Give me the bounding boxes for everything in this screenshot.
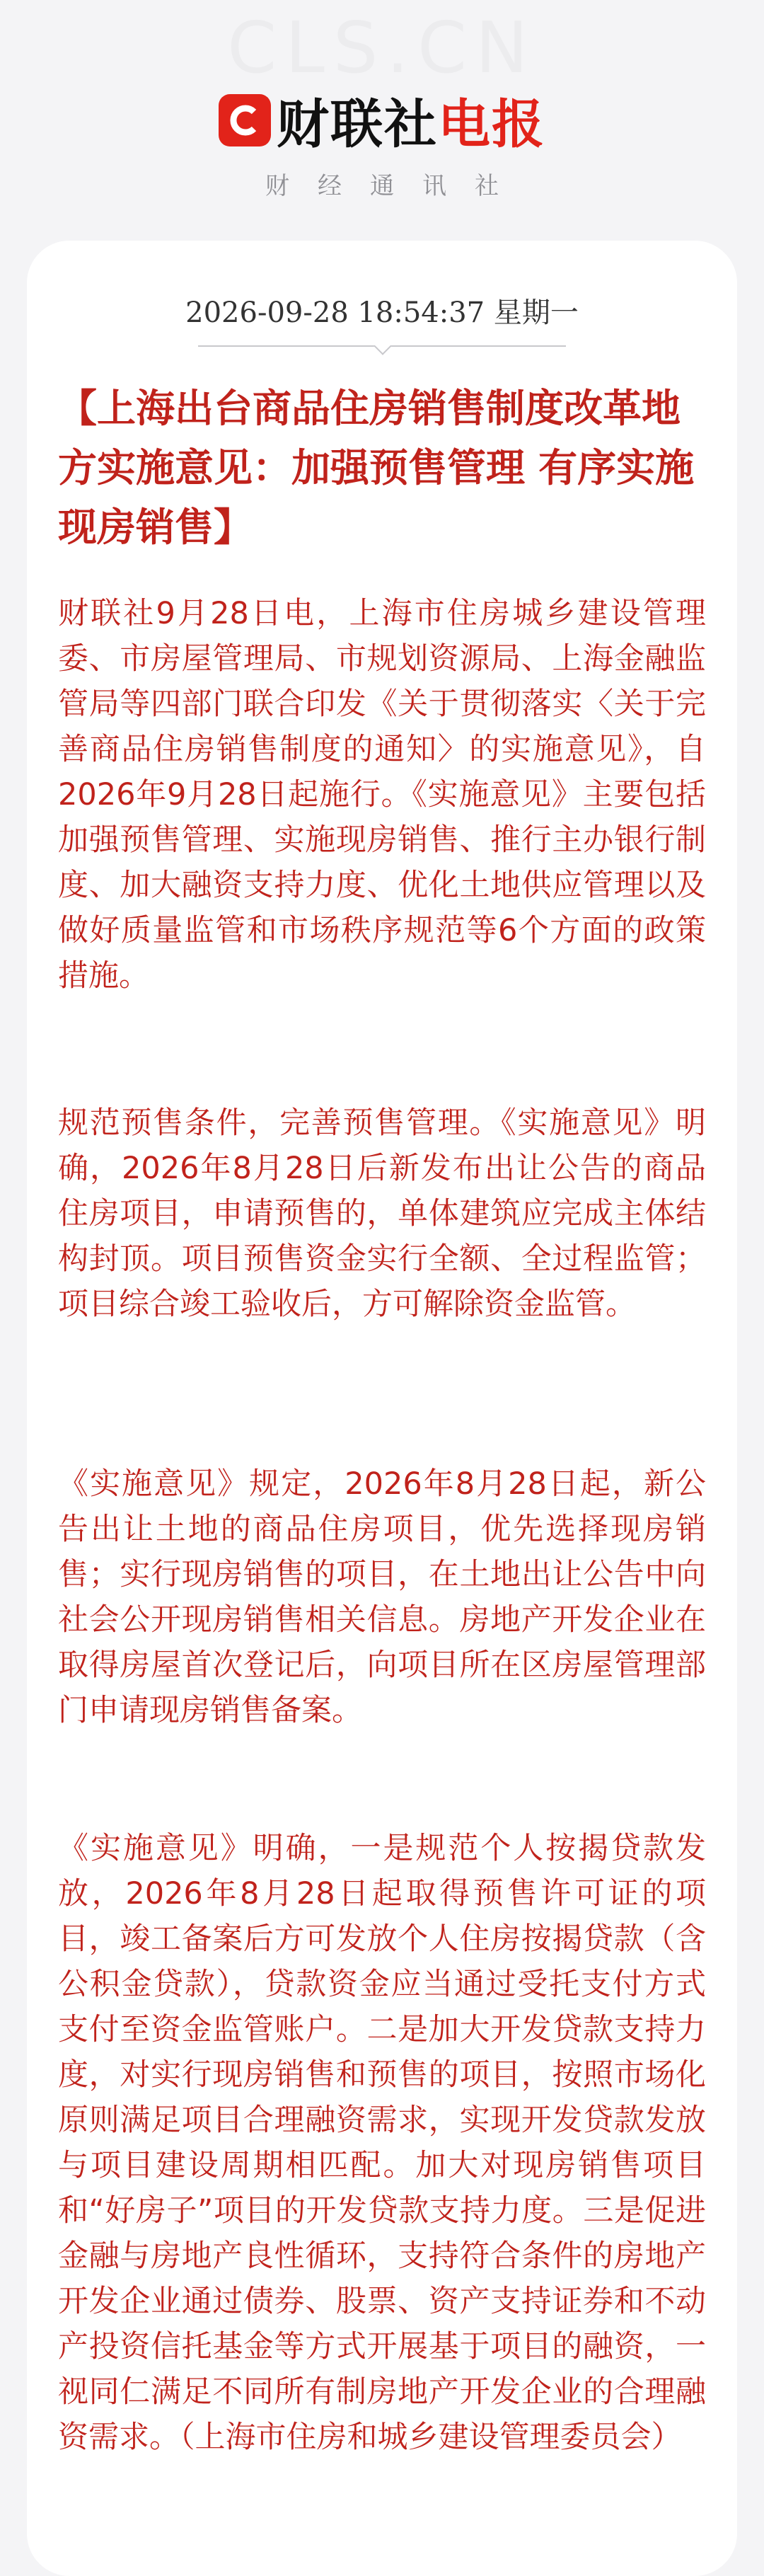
brand-logo-icon <box>219 94 271 146</box>
article-headline: 【上海出台商品住房销售制度改革地方实施意见：加强预售管理 有序实施现房销售】 <box>58 386 695 550</box>
article-datetime: 2026-09-28 18:54:37 星期一 <box>185 297 579 329</box>
c-logo-icon <box>226 101 264 139</box>
brand-name-accent: 电报 <box>438 94 545 155</box>
watermark-text: CLS.CN <box>227 6 537 89</box>
brand-header <box>0 85 764 156</box>
brand-name-main: 财联社 <box>277 94 438 155</box>
article-paragraph: 财联社9月28日电，上海市住房城乡建设管理委、市房屋管理局、市规划资源局、上海金融监管局等四部门联合印发《关于贯彻落实〈关于完善商品住房销售制度的通知〉的实施意见》，自2026年9月28日起施行。《实施意见》主要包括加强预售管理、实施现房销售、推行主办银行制度、加大融资支持力度、优化土地供应管理以及做好质量监管和市场秩序规范等6个方面的政策措施。 <box>58 596 706 994</box>
brand-slogan: 财经通讯社 <box>265 172 527 200</box>
article-paragraph: 《实施意见》明确，一是规范个人按揭贷款发放，2026年8月28日起取得预售许可证的项目，竣工备案后方可发放个人住房按揭贷款（含公积金贷款），贷款资金应当通过受托支付方式支付至资金监管账户。二是加大开发贷款支持力度，对实行现房销售和预售的项目，按照市场化原则满足项目合理融资需求，实现开发贷款发放与项目建设周期相匹配。加大对现房销售项目和“好房子”项目的开发贷款支持力度。三是促进金融与房地产良性循环，支持符合条件的房地产开发企业通过债券、股票、资产支持证券和不动产投资信托基金等方式开展基于项目的融资，一视同仁满足不同所有制房地产开发企业的合理融资需求。（上海市住房和城乡建设管理委员会） <box>58 1831 706 2455</box>
article-paragraph: 规范预售条件，完善预售管理。《实施意见》明确，2026年8月28日后新发布出让公告的商品住房项目，申请预售的，单体建筑应完成主体结构封顶。项目预售资金实行全额、全过程监管；项目综合竣工验收后，方可解除资金监管。 <box>58 1105 706 1322</box>
brand-name <box>277 83 545 158</box>
article-paragraph: 《实施意见》规定，2026年8月28日起，新公告出让土地的商品住房项目，优先选择现房销售；实行现房销售的项目，在土地出让公告中向社会公开现房销售相关信息。房地产开发企业在取得房屋首次登记后，向项目所在区房屋管理部门申请现房销售备案。 <box>58 1466 706 1728</box>
